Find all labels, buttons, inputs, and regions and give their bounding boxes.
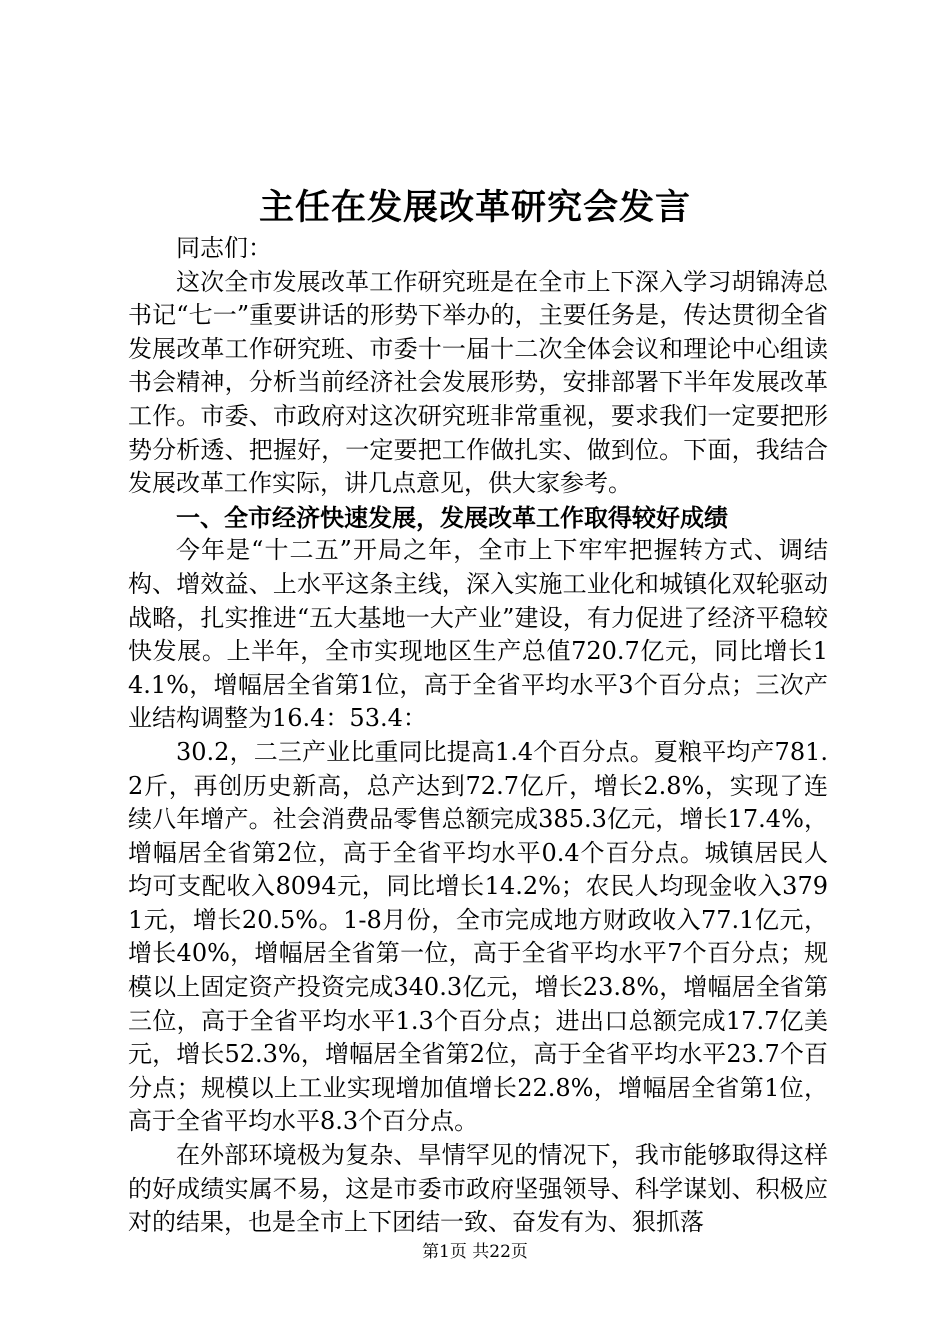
section-paragraph: 30.2，二三产业比重同比提高1.4个百分点。夏粮平均产781.2斤，再创历史新高，总产达到72.7亿斤，增长2.8%，实现了连续八年增产。社会消费品零售总额完成385.3亿元，增长17.4%，增幅居全省第2位，高于全省平均水平0.4个百分点。城镇居民人均可支配收入8094元，同比增长14.2%；农民人均现金收入3791元，增长20.5%。1-8月份，全市完成地方财政收入77.1亿元，增长40%，增幅居全省第一位，高于全省平均水平7个百分点；规模以上固定资产投资完成340.3亿元，增长23.8%，增幅居全省第三位，高于全省平均水平1.3个百分点；进出口总额完成17.7亿美元，增长52.3%，增幅居全省第2位，高于全省平均水平23.7个百分点；规模以上工业实现增加值增长22.8%，增幅居全省第1位，高于全省平均水平8.3个百分点。 <box>128 737 828 1136</box>
section-heading: 一、全市经济快速发展，发展改革工作取得较好成绩 <box>176 502 728 532</box>
document-title: 主任在发展改革研究会发言 <box>258 187 691 228</box>
page-number-footer: 第1页 共22页 <box>422 1242 528 1262</box>
salutation: 同志们： <box>176 234 272 262</box>
section-paragraph: 在外部环境极为复杂、旱情罕见的情况下，我市能够取得这样的好成绩实属不易，这是市委市政府坚强领导、科学谋划、积极应对的结果，也是全市上下团结一致、奋发有为、狠抓落 <box>128 1141 828 1237</box>
document-body <box>128 232 828 1240</box>
intro-paragraph: 这次全市发展改革工作研究班是在全市上下深入学习胡锦涛总书记“七一”重要讲话的形势下举办的，主要任务是，传达贯彻全省发展改革工作研究班、市委十一届十二次全体会议和理论中心组读书会精神，分析当前经济社会发展形势，安排部署下半年发展改革工作。市委、市政府对这次研究班非常重视，要求我们一定要把形势分析透、把握好，一定要把工作做扎实、做到位。下面，我结合发展改革工作实际，讲几点意见，供大家参考。 <box>128 267 828 498</box>
section-paragraph: 今年是“十二五”开局之年，全市上下牢牢把握转方式、调结构、增效益、上水平这条主线，深入实施工业化和城镇化双轮驱动战略，扎实推进“五大基地一大产业”建设，有力促进了经济平稳较快发展。上半年，全市实现地区生产总值720.7亿元，同比增长14.1%，增幅居全省第1位，高于全省平均水平3个百分点；三次产业结构调整为16.4：53.4： <box>128 536 828 733</box>
